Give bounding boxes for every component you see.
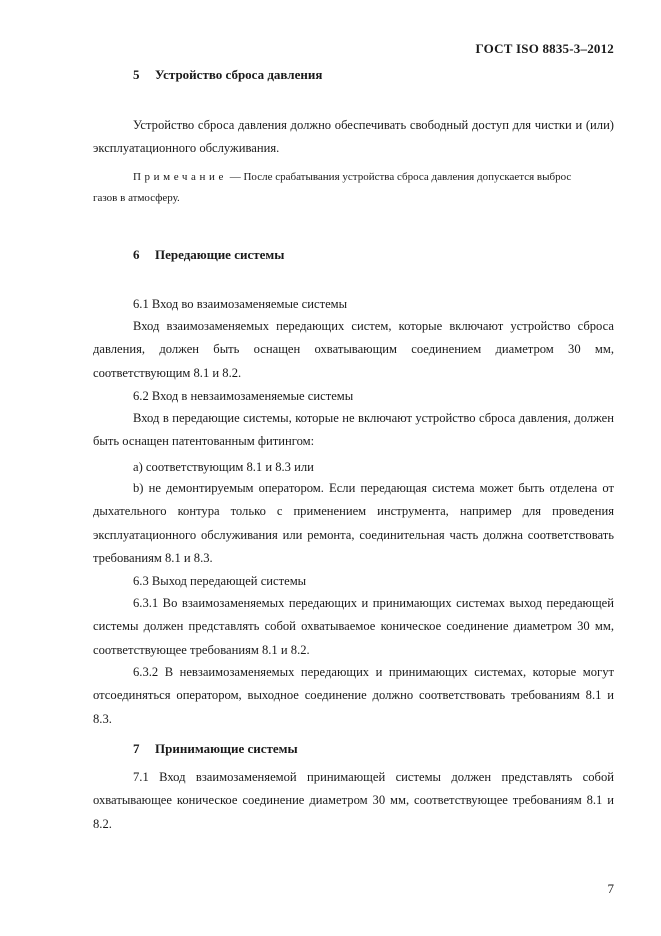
note-label: Примечание <box>133 171 227 183</box>
page-number: 7 <box>607 881 614 896</box>
list-item-a: a) соответствующим 8.1 и 8.3 или <box>133 460 314 474</box>
subsection-6-2-paragraph: Вход в передающие системы, которые не включают устройство сброса давления, должен быть оснащен патентованным фитингом: <box>93 411 614 449</box>
section-7-heading <box>133 741 298 757</box>
section-6-number: 6 <box>133 247 140 262</box>
subsection-7-1-paragraph: 7.1 Вход взаимозаменяемой принимающей системы должен представлять собой охватывающее коническое соединение диаметром 30 мм, соответствующее требованиям 8.1 и 8.2. <box>93 770 614 831</box>
section-5-paragraph: Устройство сброса давления должно обеспечивать свободный доступ для чистки и (или) эксплуатационного обслуживания. <box>93 118 614 156</box>
section-7-title: Принимающие системы <box>155 741 298 756</box>
subsection-6-2-title: 6.2 Вход в невзаимозаменяемые системы <box>133 389 354 403</box>
subsection-6-3-title: 6.3 Выход передающей системы <box>133 574 307 588</box>
section-7-number: 7 <box>133 741 140 756</box>
section-6-heading <box>133 247 284 263</box>
subsection-6-3-1-paragraph: 6.3.1 Во взаимозаменяемых передающих и принимающих системах выход передающей системы должен представлять собой охватываемое коническое соединение диаметром 30 мм, соответствующее требованиям 8.1 и 8.2. <box>93 596 614 657</box>
subsection-6-1-paragraph: Вход взаимозаменяемых передающих систем, которые включают устройство сброса давления, должен быть оснащен охватывающим соединением диаметром 30 мм, соответствующим 8.1 и 8.2. <box>93 319 614 380</box>
document-standard-code: ГОСТ ISO 8835-3–2012 <box>475 41 614 56</box>
section-5-number: 5 <box>133 67 140 82</box>
section-5-title: Устройство сброса давления <box>155 67 323 82</box>
section-6-title: Передающие системы <box>155 247 285 262</box>
note-text-line1: — После срабатывания устройства сброса давления допускается выброс <box>226 171 572 183</box>
note-text-line2: газов в атмосферу. <box>93 192 180 204</box>
section-5-heading <box>133 67 322 83</box>
list-item-b: b) не демонтируемым оператором. Если передающая система может быть отделена от дыхательного контура только с применением инструмента, например для проведения эксплуатационного обслуживания или ремонта, соединительная часть должна соответствовать требованиям 8.1 и 8.3. <box>93 481 614 565</box>
section-5-note <box>133 165 614 189</box>
subsection-6-1-title: 6.1 Вход во взаимозаменяемые системы <box>133 297 348 311</box>
subsection-6-3-2-paragraph: 6.3.2 В невзаимозаменяемых передающих и принимающих системах, которые могут отсоединяться оператором, выходное соединение должно соответствовать требованиям 8.1 и 8.3. <box>93 665 614 726</box>
